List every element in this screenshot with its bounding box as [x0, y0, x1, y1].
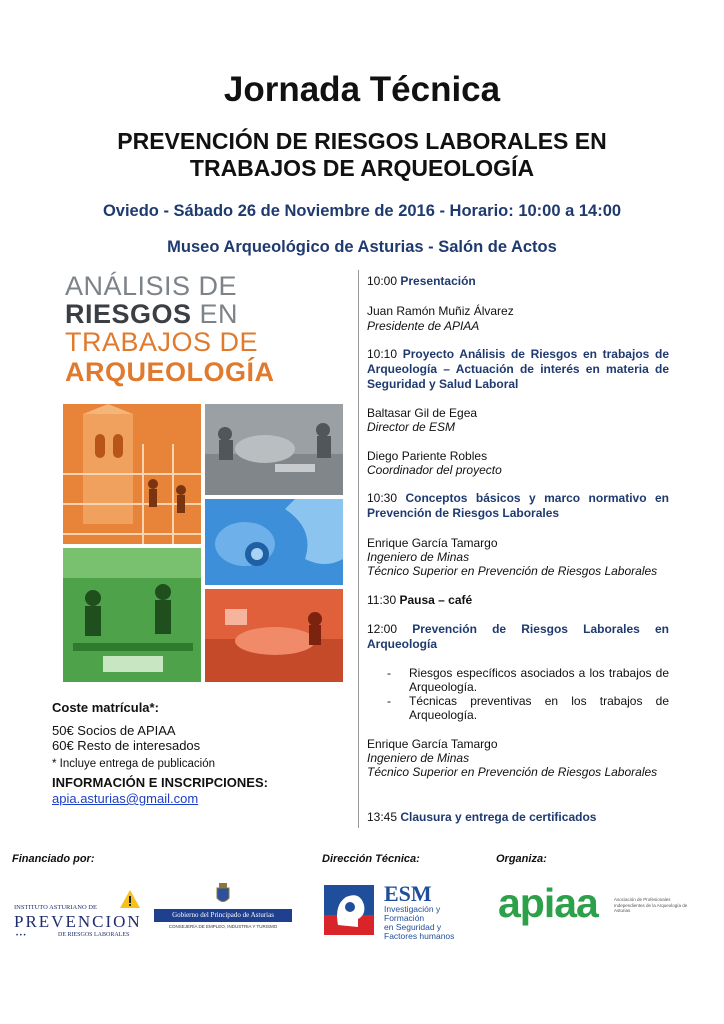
- speaker-block-5: [367, 737, 669, 779]
- speaker-role: Coordinador del proyecto: [367, 463, 502, 477]
- speaker-role: Ingeniero de Minas: [367, 751, 470, 765]
- speaker-role: Técnico Superior en Prevención de Riesgos Laborales: [367, 564, 658, 578]
- photo-tile-excavation-gray: [205, 404, 343, 495]
- organizer-label: Organiza:: [496, 853, 547, 865]
- speaker-name: Enrique García Tamargo: [367, 536, 498, 550]
- esm-tagline: Investigación y Formación en Seguridad y Factores humanos: [384, 904, 455, 941]
- registration-info: [52, 700, 342, 806]
- coat-of-arms-icon: [216, 883, 230, 905]
- program-item-break: 11:30 Pausa – café: [367, 593, 473, 607]
- cost-heading: Coste matrícula*:: [52, 700, 159, 715]
- cost-member: 50€ Socios de APIAA: [52, 723, 176, 738]
- cover-title-line-4: ARQUEOLOGÍA: [65, 357, 275, 387]
- info-heading: INFORMACIÓN E INSCRIPCIONES:: [52, 775, 268, 790]
- esm-logo: ESM Investigación y Formación en Seguridad y Factores humanos: [324, 883, 464, 941]
- program-item-presentation: 10:00 Presentación: [367, 274, 476, 288]
- cover-title-line-3: TRABAJOS DE: [65, 327, 259, 357]
- speaker-name: Juan Ramón Muñiz Álvarez: [367, 304, 514, 318]
- speaker-name: Baltasar Gil de Egea: [367, 406, 478, 420]
- program-item-prevention: 12:00 Prevención de Riesgos Laborales en Arqueología: [367, 622, 669, 651]
- photo-tile-workers-green: [63, 548, 201, 682]
- list-item: - Técnicas preventivas en los trabajos de Arqueología.: [387, 694, 669, 722]
- program-item-project: 10:10 Proyecto Análisis de Riesgos en trabajos de Arqueología – Actuación de interés en materia de Seguridad y Salud Laboral: [367, 347, 669, 391]
- financed-label: Financiado por:: [12, 853, 95, 865]
- book-cover: [63, 268, 343, 682]
- speaker-role: Ingeniero de Minas: [367, 550, 470, 564]
- speaker-name: Diego Pariente Robles: [367, 449, 488, 463]
- event-subtitle: [60, 128, 664, 182]
- speaker-role: Técnico Superior en Prevención de Riesgos Laborales: [367, 765, 658, 779]
- iapr-logo: INSTITUTO ASTURIANO DE PREVENCION • • • DE RIESGOS LABORALES: [12, 885, 154, 945]
- subtitle-line-2: TRABAJOS DE ARQUEOLOGÍA: [189, 155, 535, 181]
- topic-list: [387, 666, 669, 722]
- photo-tile-water-blue: [205, 499, 343, 585]
- speaker-name: Enrique García Tamargo: [367, 737, 498, 751]
- direction-label: Dirección Técnica:: [322, 853, 420, 865]
- page-title: Jornada Técnica: [223, 70, 501, 109]
- program-item-closing: 13:45 Clausura y entrega de certificados: [367, 810, 597, 824]
- speaker-block-4: [367, 536, 669, 578]
- cover-title-line-1: ANÁLISIS DE: [65, 271, 238, 301]
- list-item: - Riesgos específicos asociados a los trabajos de Arqueología.: [387, 666, 669, 694]
- warning-triangle-icon: [119, 889, 141, 909]
- apiaa-logo: apiaa Asociación de Profesionales Independientes de la Arqueología de Asturias: [498, 880, 688, 926]
- speaker-role: Director de ESM: [367, 420, 456, 434]
- esm-emblem-icon: [324, 885, 374, 935]
- cost-note: * Incluye entrega de publicación: [52, 758, 216, 770]
- email-link[interactable]: apia.asturias@gmail.com: [52, 791, 199, 806]
- speaker-block-1: [367, 304, 669, 334]
- government-logo: Gobierno del Principado de Asturias CONSEJERÍA DE EMPLEO, INDUSTRIA Y TURISMO: [154, 883, 294, 943]
- speaker-block-2: [367, 406, 669, 434]
- subtitle-line-1: PREVENCIÓN DE RIESGOS LABORALES EN: [117, 128, 607, 154]
- speaker-role: Presidente de APIAA: [367, 319, 480, 333]
- program-item-concepts: 10:30 Conceptos básicos y marco normativo en Prevención de Riesgos Laborales: [367, 491, 669, 520]
- cost-other: 60€ Resto de interesados: [52, 738, 201, 753]
- cover-title-line-2: RIESGOS EN: [65, 299, 239, 329]
- column-divider: [358, 270, 359, 828]
- speaker-block-3: [367, 449, 669, 477]
- event-venue: Museo Arqueológico de Asturias - Salón de Actos: [167, 238, 557, 256]
- photo-tile-site-red: [205, 589, 343, 682]
- photo-tile-scaffold: [63, 404, 201, 544]
- event-dateline: Oviedo - Sábado 26 de Noviembre de 2016 - Horario: 10:00 a 14:00: [102, 202, 622, 220]
